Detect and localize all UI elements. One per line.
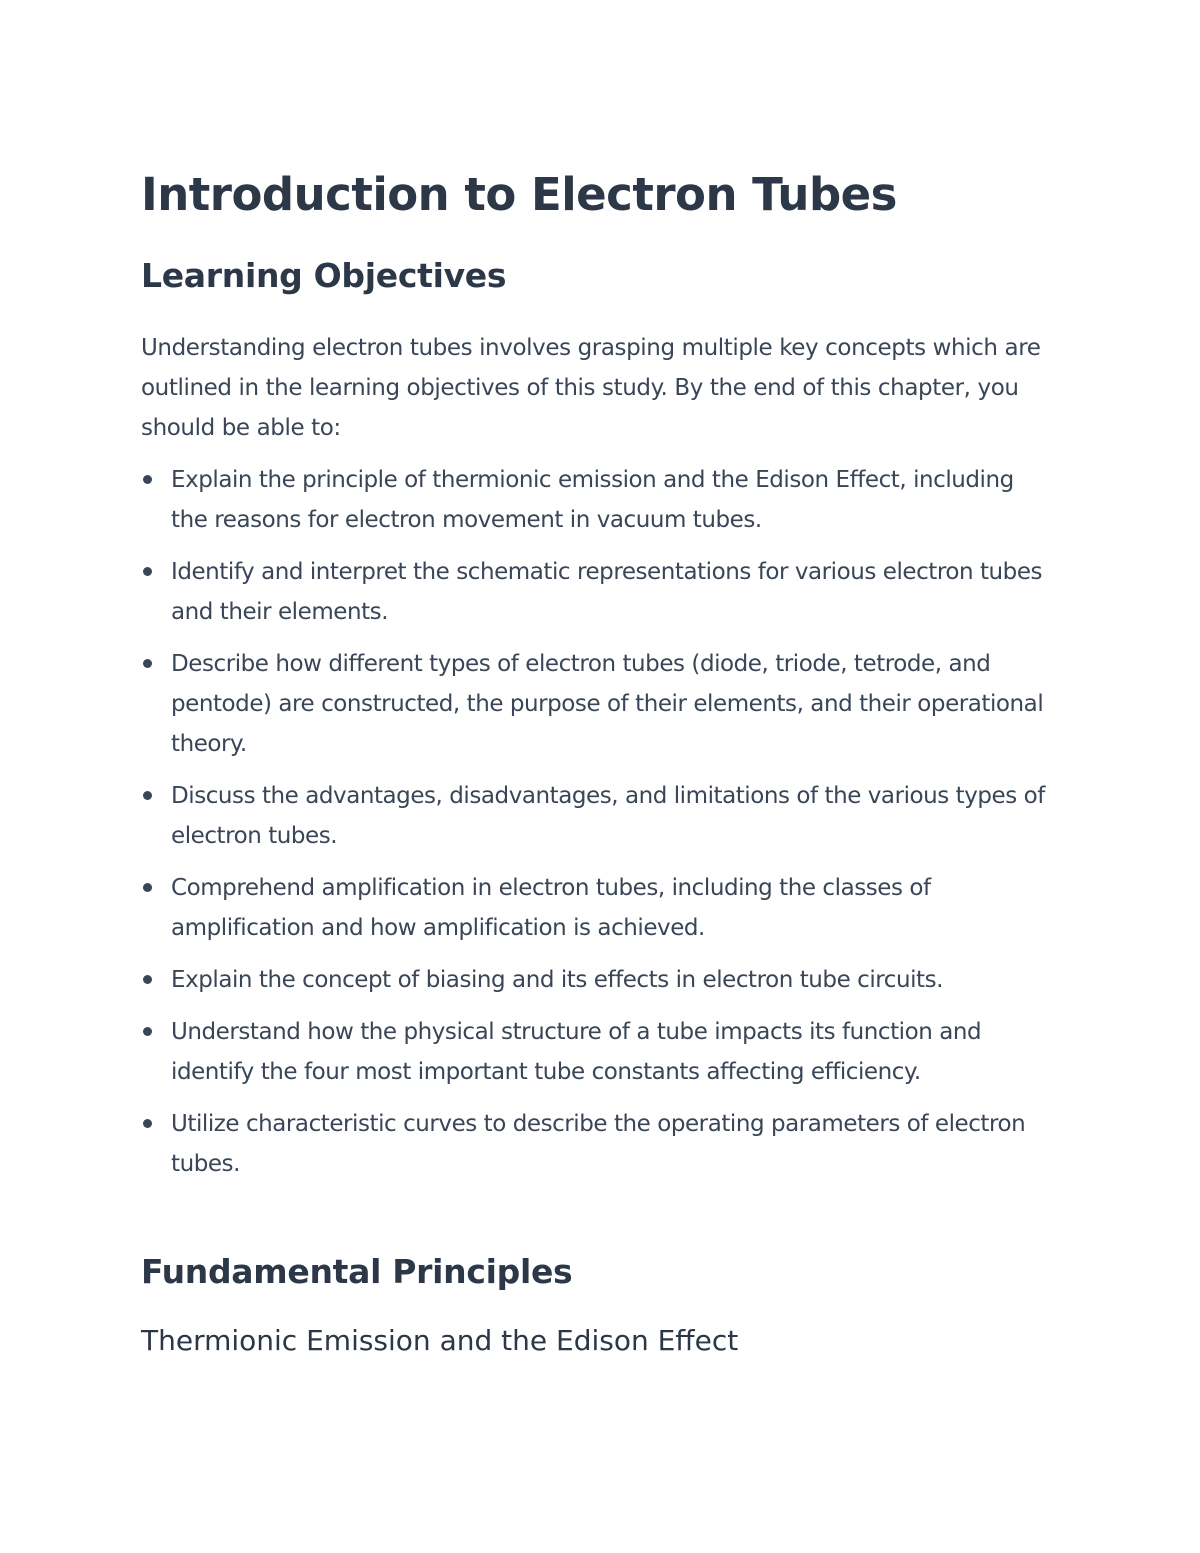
- list-item-text: Comprehend amplification in electron tubes, including the classes of amplification and how amplification is achieved.: [171, 875, 931, 941]
- list-item-text: Explain the concept of biasing and its effects in electron tube circuits.: [171, 967, 944, 993]
- fundamental-principles-heading: Fundamental Principles: [141, 1252, 573, 1291]
- bullet-icon: [143, 883, 152, 892]
- bullet-icon: [143, 975, 152, 984]
- list-item: [141, 644, 1051, 764]
- list-item-text: Explain the principle of thermionic emission and the Edison Effect, including the reasons for electron movement in vacuum tubes.: [171, 467, 1014, 533]
- bullet-icon: [143, 659, 152, 668]
- list-item: [141, 776, 1051, 856]
- thermionic-emission-subheading: Thermionic Emission and the Edison Effect: [141, 1324, 739, 1357]
- list-item: [141, 460, 1051, 540]
- list-item: [141, 552, 1051, 632]
- list-item-text: Understand how the physical structure of a tube impacts its function and identify the four most important tube constants affecting efficiency.: [171, 1019, 982, 1085]
- document-title: Introduction to Electron Tubes: [141, 168, 897, 221]
- bullet-icon: [143, 1027, 152, 1036]
- list-item-text: Discuss the advantages, disadvantages, and limitations of the various types of electron tubes.: [171, 783, 1045, 849]
- bullet-icon: [143, 567, 152, 576]
- list-item-text: Utilize characteristic curves to describe the operating parameters of electron tubes.: [171, 1111, 1026, 1177]
- intro-paragraph: Understanding electron tubes involves grasping multiple key concepts which are outlined in the learning objectives of this study. By the end of this chapter, you should be able to:: [141, 335, 1041, 441]
- list-item-text: Identify and interpret the schematic representations for various electron tubes and their elements.: [171, 559, 1043, 625]
- list-item: [141, 868, 1051, 948]
- bullet-icon: [143, 1119, 152, 1128]
- list-item: [141, 960, 1051, 1000]
- learning-objectives-heading: Learning Objectives: [141, 256, 507, 295]
- list-item-text: Describe how different types of electron tubes (diode, triode, tetrode, and pentode) are constructed, the purpose of their elements, and their operational theory.: [171, 651, 1044, 757]
- bullet-icon: [143, 475, 152, 484]
- list-item: [141, 1104, 1051, 1184]
- bullet-icon: [143, 791, 152, 800]
- list-item: [141, 1012, 1051, 1092]
- objectives-list: [141, 460, 1051, 1196]
